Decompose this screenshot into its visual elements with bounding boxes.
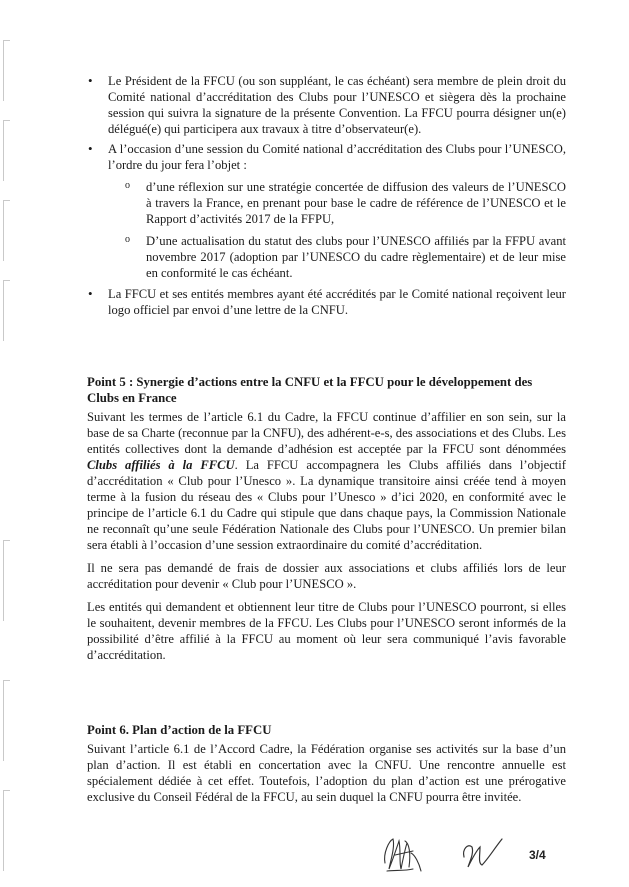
- binding-mark: [3, 790, 10, 871]
- binding-mark: [3, 540, 10, 621]
- sub-item: o D’une actualisation du statut des clubs pour l’UNESCO affiliés par la FFPU avant novembre 2017 (adoption par l’UNESCO du cadre règlementaire) et de leur mise en conformité le cas échéant.: [123, 233, 566, 281]
- bullet-item: [88, 141, 566, 281]
- paragraph: [87, 409, 566, 553]
- binding-mark: [3, 120, 10, 181]
- paragraph-text: . La FFCU accompagnera les Clubs affiliés dans l’objectif d’accréditation « Club pour l’Unesco ». La dynamique transitoire ainsi créée tend à moyen terme à la fusion du réseau des « Clubs pour l’Unesco » d’ici 2020, en conformité avec le principe de l’article 6.1 du Cadre qui stipule que dans chaque pays, la Commission Nationale ne reconnaît qu’une seule Fédération Nationale des Clubs pour l’UNESCO. Un premier bilan sera établi à l’occasion d’une session extraordinaire du comité d’accréditation.: [87, 458, 567, 552]
- binding-mark: [3, 40, 10, 101]
- section-point-6: [87, 722, 566, 812]
- bullet-list: [88, 73, 566, 322]
- binding-mark: [3, 280, 10, 341]
- paragraph-text: Suivant les termes de l’article 6.1 du Cadre, la FFCU continue d’affilier en son sein, sur la base de sa Charte (reconnue par la CNFU), des adhérent-e-s, des associations et des Clubs. Les entités collectives dont la demande d’adhésion est acceptée par la FFCU sont dénommées: [87, 410, 566, 456]
- section-heading: Point 5 : Synergie d’actions entre la CNFU et la FFCU pour le développement des Clubs en France: [87, 375, 533, 405]
- bullet-item: • La FFCU et ses entités membres ayant été accrédités par le Comité national reçoivent leur logo officiel par envoi d’une lettre de la CNFU.: [88, 286, 566, 318]
- signature-initials: [379, 833, 425, 875]
- page-number: 3/4: [529, 848, 546, 862]
- paragraph: Les entités qui demandent et obtiennent leur titre de Clubs pour l’UNESCO pourront, si elles le souhaitent, devenir membres de la FFCU. Les Clubs pour l’UNESCO seront informés de la possibilité d’être affilié à la FFCU au moment où leur sera communiqué l’avis favorable d’accréditation.: [87, 600, 566, 662]
- sub-item: o d’une réflexion sur une stratégie concertée de diffusion des valeurs de l’UNESCO à travers la France, en prenant pour base le cadre de référence de l’UNESCO et le Rapport d’activités 2017 de la FFPU,: [123, 179, 566, 227]
- signature: [458, 835, 510, 873]
- section-point-5: [87, 374, 566, 670]
- bullet-item-text: A l’occasion d’une session du Comité national d’accréditation des Clubs pour l’UNESCO, l’ordre du jour fera l’objet :: [108, 142, 566, 172]
- paragraph: Suivant l’article 6.1 de l’Accord Cadre, la Fédération organise ses activités sur la base d’un plan d’action. Il est établi en concertation avec la CNFU. Une rencontre annuelle est spécialement dédiée à cet effet. Toutefois, l’adoption du plan d’action est une prérogative exclusive du Conseil Fédéral de la FFCU, au sein duquel la CNFU pourra être invitée.: [87, 742, 566, 804]
- bullet-item: • Le Président de la FFCU (ou son suppléant, le cas échéant) sera membre de plein droit du Comité national d’accréditation des Clubs pour l’UNESCO et siègera dès la prochaine session qui suivra la signature de la présente Convention. La FFCU pourra désigner un(e) délégué(e) qui participera aux travaux à titre d’observateur(e).: [88, 73, 566, 137]
- paragraph: Il ne sera pas demandé de frais de dossier aux associations et clubs affiliés lors de leur accréditation pour devenir « Club pour l’UNESCO ».: [87, 561, 566, 591]
- emphasis-text: Clubs affiliés à la FFCU: [87, 458, 235, 472]
- section-heading: Point 6. Plan d’action de la FFCU: [87, 723, 272, 737]
- binding-mark: [3, 680, 10, 761]
- binding-mark: [3, 200, 10, 261]
